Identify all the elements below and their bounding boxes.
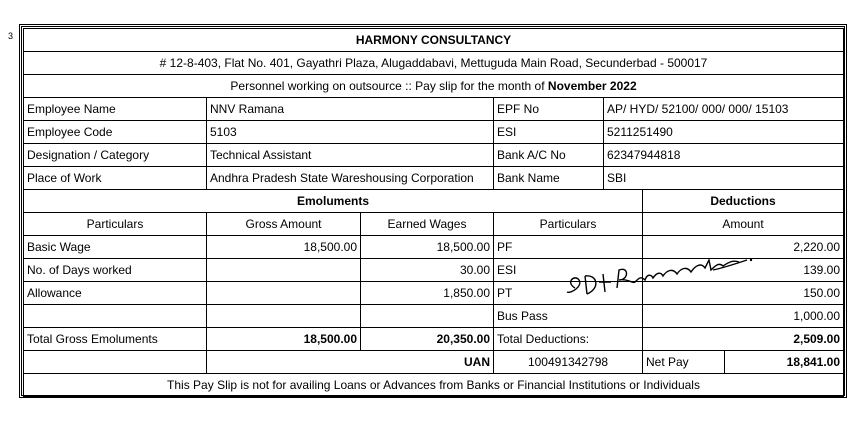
address-row	[24, 52, 844, 75]
employee-code-label: Employee Code	[24, 121, 207, 144]
total-deductions-label: Total Deductions:	[494, 328, 643, 351]
deductions-header: Deductions	[643, 190, 844, 213]
deduction-amount-cell: 150.00	[643, 282, 844, 305]
particulars-header: Particulars	[24, 213, 207, 236]
earned-wages-header: Earned Wages	[361, 213, 494, 236]
footer-note: This Pay Slip is not for availing Loans or Advances from Banks or Financial Institutions or Individuals	[24, 374, 844, 397]
employee-code-value: 5103	[207, 121, 494, 144]
epf-label: EPF No	[494, 98, 604, 121]
payslip-subtitle	[24, 75, 844, 98]
column-header-row	[24, 213, 844, 236]
footer-row	[24, 374, 844, 397]
total-gross-label: Total Gross Emoluments	[24, 328, 207, 351]
info-row	[24, 121, 844, 144]
deduction-particular-cell: ESI	[494, 259, 643, 282]
net-pay-value: 18,841.00	[725, 351, 844, 374]
esi-label: ESI	[494, 121, 604, 144]
employee-name-label: Employee Name	[24, 98, 207, 121]
bank-account-label: Bank A/C No	[494, 144, 604, 167]
table-row	[24, 236, 844, 259]
earned-cell	[361, 305, 494, 328]
gross-amount-header: Gross Amount	[207, 213, 361, 236]
deduction-amount-cell: 1,000.00	[643, 305, 844, 328]
deduction-particular-cell: PT	[494, 282, 643, 305]
deduction-particulars-header: Particulars	[494, 213, 643, 236]
bank-name-label: Bank Name	[494, 167, 604, 190]
designation-value: Technical Assistant	[207, 144, 494, 167]
company-address: # 12-8-403, Flat No. 401, Gayathri Plaza, Alugaddabavi, Mettuguda Main Road, Secunderbad - 500017	[24, 52, 844, 75]
empty-cell	[24, 351, 207, 374]
place-of-work-label: Place of Work	[24, 167, 207, 190]
info-row	[24, 167, 844, 190]
uan-netpay-row	[24, 351, 844, 374]
table-row	[24, 305, 844, 328]
emoluments-header: Emoluments	[24, 190, 643, 213]
deduction-amount-cell: 139.00	[643, 259, 844, 282]
pay-month: November 2022	[547, 79, 637, 93]
total-gross-amount: 18,500.00	[207, 328, 361, 351]
earned-cell: 30.00	[361, 259, 494, 282]
info-row	[24, 144, 844, 167]
page-number: 3	[8, 31, 14, 41]
table-row	[24, 282, 844, 305]
total-deductions-amount: 2,509.00	[643, 328, 844, 351]
gross-cell	[207, 259, 361, 282]
particular-cell	[24, 305, 207, 328]
gross-cell	[207, 282, 361, 305]
table-row	[24, 259, 844, 282]
totals-row	[24, 328, 844, 351]
place-of-work-value: Andhra Pradesh State Wareshousing Corporation	[207, 167, 494, 190]
info-row	[24, 98, 844, 121]
gross-cell	[207, 305, 361, 328]
deduction-amount-cell: 2,220.00	[643, 236, 844, 259]
particular-cell: No. of Days worked	[24, 259, 207, 282]
bank-account-value: 62347944818	[604, 144, 844, 167]
bank-name-value: SBI	[604, 167, 844, 190]
total-earned-wages: 20,350.00	[361, 328, 494, 351]
section-header-row	[24, 190, 844, 213]
uan-value: 100491342798	[494, 351, 643, 374]
employee-name-value: NNV Ramana	[207, 98, 494, 121]
payslip-table	[23, 28, 844, 397]
earned-cell: 18,500.00	[361, 236, 494, 259]
particular-cell: Basic Wage	[24, 236, 207, 259]
subtitle-row	[24, 75, 844, 98]
epf-value: AP/ HYD/ 52100/ 000/ 000/ 15103	[604, 98, 844, 121]
gross-cell: 18,500.00	[207, 236, 361, 259]
deduction-particular-cell: PF	[494, 236, 643, 259]
esi-value: 5211251490	[604, 121, 844, 144]
uan-label: UAN	[207, 351, 494, 374]
earned-cell: 1,850.00	[361, 282, 494, 305]
title-row	[24, 29, 844, 52]
amount-header: Amount	[643, 213, 844, 236]
subtitle-prefix: Personnel working on outsource :: Pay slip for the month of	[230, 79, 545, 93]
company-name: HARMONY CONSULTANCY	[24, 29, 844, 52]
particular-cell: Allowance	[24, 282, 207, 305]
deduction-particular-cell: Bus Pass	[494, 305, 643, 328]
net-pay-label: Net Pay	[643, 351, 725, 374]
designation-label: Designation / Category	[24, 144, 207, 167]
